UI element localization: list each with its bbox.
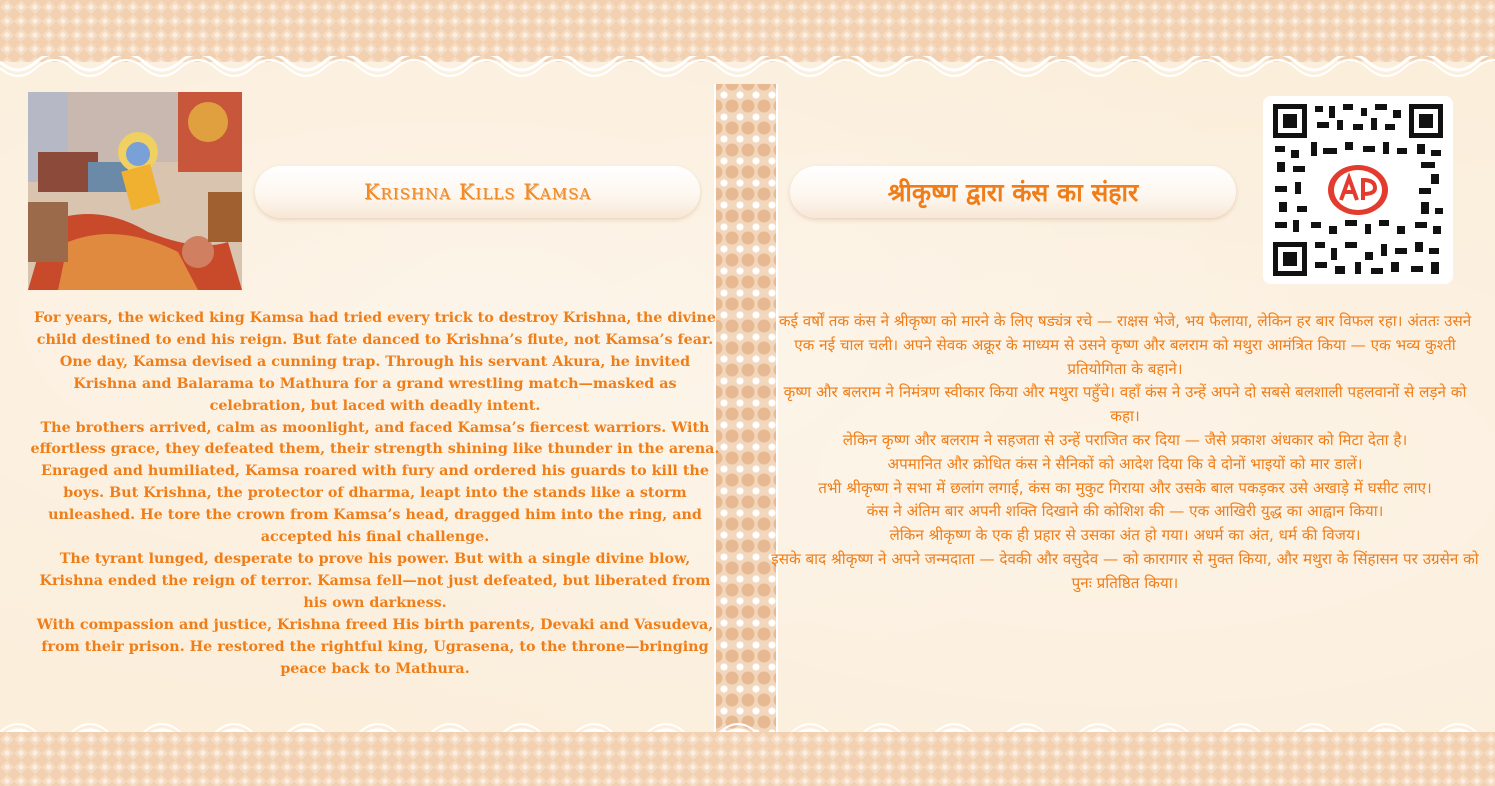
hindi-title: श्रीकृष्ण द्वारा कंस का संहार <box>887 178 1139 207</box>
hindi-paragraph: लेकिन श्रीकृष्ण के एक ही प्रहार से उसका अंत हो गया। अधर्म का अंत, धर्म की विजय। <box>889 526 1361 545</box>
hindi-paragraph: अपमानित और क्रोधित कंस ने सैनिकों को आदेश दिया कि वे दोनों भाइयों को मार डालें। <box>887 454 1363 473</box>
bottom-border-pattern <box>0 732 1495 786</box>
hindi-paragraph: तभी श्रीकृष्ण ने सभा में छलांग लगाई, कंस का मुकुट गिराया और उसके बाल पकड़कर उसे अखाड़े में घसीट लाए। <box>818 478 1432 497</box>
hindi-story-text <box>770 310 1480 596</box>
top-scallop-border <box>0 56 1495 84</box>
qr-code-card[interactable] <box>1263 96 1453 284</box>
english-paragraph: For years, the wicked king Kamsa had tried every trick to destroy Krishna, the divine child destined to end his reign. But fate danced to Krishna’s flute, not Kamsa’s fear. One day, Kamsa devised a cunning trap. Through his servant Akura, he invited Krishna and Balarama to Mathura for a grand wrestling match—masked as celebration, but laced with deadly intent. <box>33 310 717 414</box>
hindi-paragraph: कंस ने अंतिम बार अपनी शक्ति दिखाने की कोशिश की — एक आखिरी युद्ध का आह्वान किया। <box>866 502 1384 521</box>
english-paragraph: The tyrant lunged, desperate to prove his power. But with a single divine blow, Krishna ended the reign of terror. Kamsa fell—not just defeated, but liberated from his own darkness. <box>39 550 711 611</box>
hindi-paragraph: लेकिन कृष्ण और बलराम ने सहजता से उन्हें पराजित कर दिया — जैसे प्रकाश अंधकार को मिटा देता है। <box>842 430 1408 449</box>
english-paragraph: The brothers arrived, calm as moonlight, and faced Kamsa’s fiercest warriors. With effortless grace, they defeated them, their strength shining like thunder in the arena. Enraged and humiliated, Kamsa roared with fury and ordered his guards to kill the boys. But Krishna, the protector of dharma, leapt into the stands like a storm unleashed. He tore the crown from Kamsa’s head, dragged him into the ring, and accepted his final challenge. <box>30 419 720 546</box>
qr-code-icon <box>1271 102 1445 278</box>
hindi-title-banner <box>790 166 1236 218</box>
krishna-kamsa-illustration <box>28 92 242 290</box>
english-paragraph: With compassion and justice, Krishna freed His birth parents, Devaki and Vasudeva, from their prison. He restored the rightful king, Ugrasena, to the throne—bringing peace back to Mathura. <box>36 616 714 677</box>
hindi-paragraph: इसके बाद श्रीकृष्ण ने अपने जन्मदाता — देवकी और वसुदेव — को कारागार से मुक्त किया, और मथुरा के सिंहासन पर उग्रसेन को पुनः प्रतिष्ठित किया। <box>771 549 1479 592</box>
hindi-paragraph: कई वर्षों तक कंस ने श्रीकृष्ण को मारने के लिए षड्यंत्र रचे — राक्षस भेजे, भय फैलाया, लेकिन हर बार विफल रहा। अंततः उसने एक नई चाल चली। अपने सेवक अक्रूर के माध्यम से उसने कृष्ण और बलराम को मथुरा आमंत्रित किया — एक भव्य कुश्ती प्रतियोगिता के बहाने। <box>778 312 1472 378</box>
center-divider-pattern <box>714 84 778 734</box>
english-story-text <box>30 308 720 680</box>
top-border-pattern <box>0 0 1495 62</box>
english-title: Krishna Kills Kamsa <box>363 180 592 204</box>
hindi-paragraph: कृष्ण और बलराम ने निमंत्रण स्वीकार किया और मथुरा पहुँचे। वहाँ कंस ने उन्हें अपने दो सबसे बलशाली पहलवानों से लड़ने को कहा। <box>783 383 1467 426</box>
english-title-banner <box>255 166 700 218</box>
